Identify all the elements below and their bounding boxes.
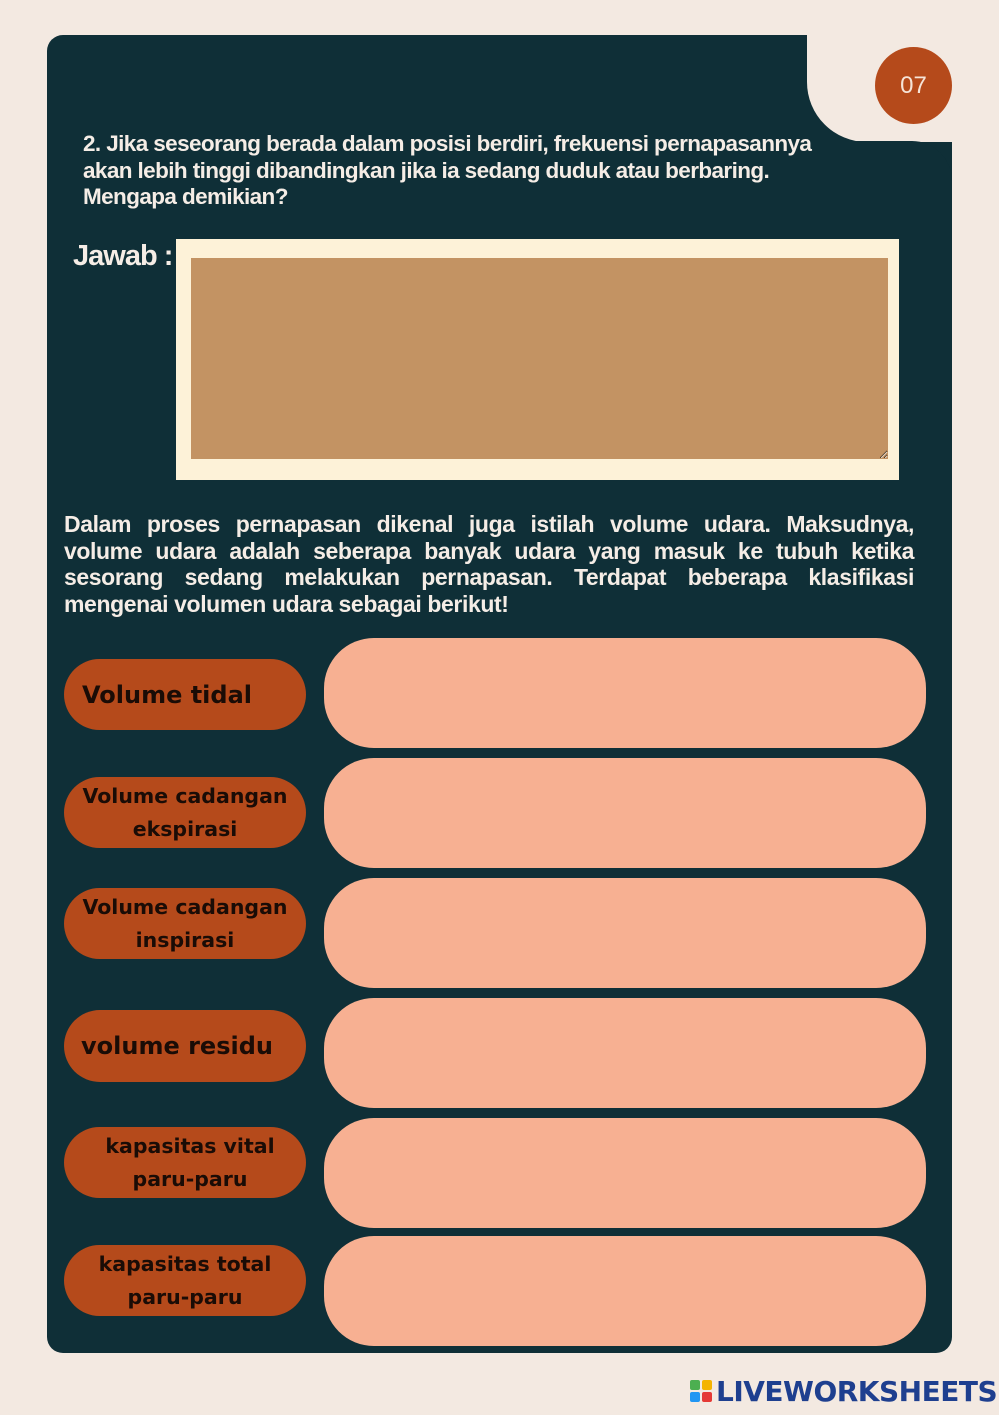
answer-field-volume-residu[interactable]	[324, 998, 926, 1108]
logo-square-red	[702, 1392, 712, 1402]
answer-field-kapasitas-vital[interactable]	[324, 1118, 926, 1228]
answer-label: Jawab :	[73, 240, 173, 272]
logo-grid-icon	[690, 1380, 712, 1402]
term-volume-tidal: Volume tidal	[64, 659, 306, 730]
answer-field-volume-cadangan-ekspirasi[interactable]	[324, 758, 926, 868]
logo-square-yellow	[702, 1380, 712, 1390]
term-volume-residu: volume residu	[64, 1010, 306, 1082]
intro-paragraph: Dalam proses pernapasan dikenal juga istilah volume udara. Maksudnya, volume udara adalah seberapa banyak udara yang masuk ke tubuh ketika sesorang sedang melakukan pernapasan. Terdapat beberapa klasifikasi mengenai volumen udara sebagai berikut!	[64, 511, 914, 617]
question-text: 2. Jika seseorang berada dalam posisi berdiri, frekuensi pernapasannya akan lebih tinggi dibandingkan jika ia sedang duduk atau berbaring. Mengapa demikian?	[83, 131, 812, 209]
answer-input[interactable]	[191, 258, 888, 459]
answer-field-kapasitas-total[interactable]	[324, 1236, 926, 1346]
brand-name: LIVEWORKSHEETS	[716, 1374, 998, 1408]
corner-fill	[855, 141, 952, 221]
term-volume-cadangan-inspirasi: Volume cadangan inspirasi	[64, 888, 306, 959]
term-kapasitas-total: kapasitas total paru-paru	[64, 1245, 306, 1316]
liveworksheets-logo[interactable]	[690, 1376, 997, 1406]
answer-field-volume-tidal[interactable]	[324, 638, 926, 748]
logo-square-blue	[690, 1392, 700, 1402]
term-kapasitas-vital: kapasitas vital paru-paru	[64, 1127, 306, 1198]
logo-square-green	[690, 1380, 700, 1390]
page-number-badge: 07	[875, 47, 952, 124]
answer-field-volume-cadangan-inspirasi[interactable]	[324, 878, 926, 988]
term-volume-cadangan-ekspirasi: Volume cadangan ekspirasi	[64, 777, 306, 848]
